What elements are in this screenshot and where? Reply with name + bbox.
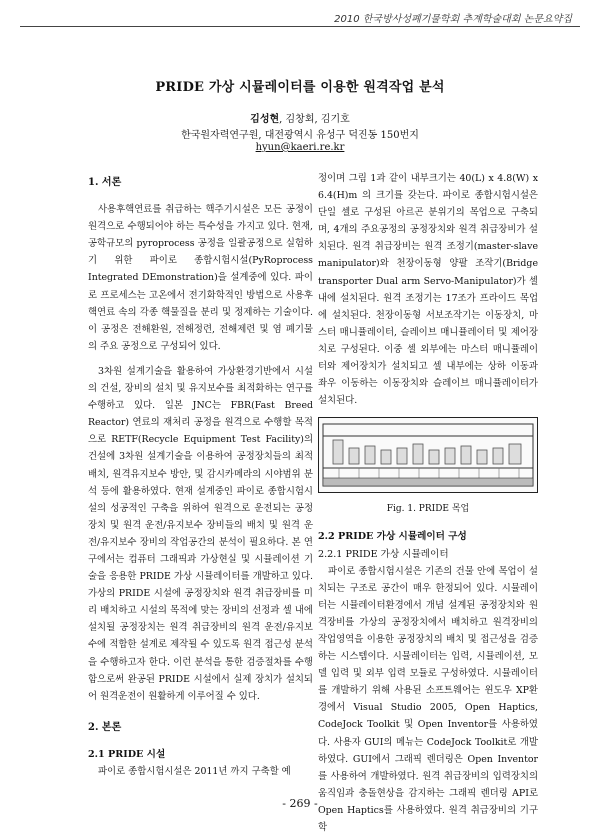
conference-header: 2010 한국방사성폐기물학회 추계학술대회 논문요약집 (334, 14, 572, 25)
right-column (318, 170, 538, 836)
subsection-2-1-continued: 정이며 그림 1과 같이 내부크기는 40(L) x 4.8(W) x 6.4(H)m 의 크기를 갖는다. 파이로 종합시험시설은 단일 셀로 구성된 아르곤 분위기의 목업으로 구축되며, 4개의 주요공정의 공정장치와 원격 취급장비가 설치된다. 원격 취급장비는 원격 조정기(master-slave manipulator)와 천장이동형 양팔 조작기(Bridge transporter Dual arm Servo-Manipulator)가 셀 내에 설치된다. 원격 조정기는 17조가 프라이드 목업에 설치된다. 천장이동형 서보조작기는 이동장치, 마스터 매니퓰레이터, 슬레이브 매니퓰레이터 및 제어장치로 구성된다. 이중 셀 외부에는 마스터 매니퓰레이터와 제어장치가 설치되고 셀 내부에는 상하 이동과 좌우 이동하는 이동장치와 슬레이브 매니퓰레이터가 설치된다. (318, 173, 538, 407)
subsection-2-1-paragraph: 파이로 종합시험시설은 2011년 까지 구축할 예 (98, 766, 291, 777)
section-1-title: 1. 서론 (88, 177, 122, 188)
subsection-2-2-1-title: 2.2.1 PRIDE 가상 시뮬레이터 (318, 548, 449, 560)
co-authors: , 김창회, 김기호 (279, 114, 350, 125)
subsection-2-2-1-paragraph: 파이로 종합시험시설은 기존의 건물 안에 목업이 설치되는 구조로 공간이 매우 한정되어 있다. 시뮬레이터는 시뮬레이터환경에서 개념 설계된 공정장치와 원격장비를 가상의 공정장치에서 배치하고 원격장비의 작업영역을 이용한 공정장치의 배치 및 접근성을 검증하는 시스템이다. 시뮬레이터는 입력, 시뮬레이션, 모델 입력 및 외부 입력 모듈로 구성하였다. 시뮬레이터를 개발하기 위해 사용된 소프트웨어는 윈도우 XP환경에서 Visual Studio 2005, Open Haptics, CodeJock Toolkit 및 Open Inventor를 사용하였다. 사용자 GUI의 메뉴는 CodeJock Toolkit로 개발하였다. GUI에서 그래픽 렌더링은 Open Inventor를 사용하여 개발하였다. 원격 취급장비의 입력장치의 움직임과 충돌현상을 감지하는 그래픽 렌더링 API로 Open Haptics를 사용하였다. 원격 취급장비의 기구학 (318, 565, 538, 833)
pride-mockup-figure (318, 417, 538, 493)
pride-mockup-drawing (319, 418, 537, 492)
left-column (88, 174, 313, 780)
paper-title: PRIDE 가상 시뮬레이터를 이용한 원격작업 분석 (155, 80, 445, 95)
section-2-title: 2. 본론 (88, 721, 122, 733)
affiliation: 한국원자력연구원, 대전광역시 유성구 덕진동 150번지 (181, 130, 419, 141)
header-rule (20, 26, 580, 27)
page-number: - 269 - (282, 797, 318, 810)
authors (0, 110, 600, 125)
lead-author: 김성현 (250, 114, 280, 125)
author-email[interactable]: hyun@kaeri.re.kr (255, 142, 345, 153)
figure-1-caption: Fig. 1. PRIDE 목업 (386, 504, 470, 515)
subsection-2-2-title: 2.2 PRIDE 가상 시뮬레이터 구성 (318, 531, 467, 543)
section-1-paragraph-2: 3차원 설계기술을 활용하여 가상환경기반에서 시설의 건설, 장비의 설치 및 유지보수를 최적화하는 연구를 수행하고 있다. 일본 JNC는 FBR(Fast Breed Reactor) 연료의 재처리 공정을 원격으로 수행할 목적으로 RETF(Recycle Equipment Test Facility)의 건설에 3차원 설계기술을 이용하여 공정장치들의 최적배치, 원격유지보수 방안, 및 감시카메라의 시야범위 분석 등에 활용하였다. 현재 설계중인 파이로 종합시험시설의 성공적인 구축을 위하여 원격으로 운전되는 공정장치 및 원격 운전/유지보수 장비들의 배치 및 원격 운전/유지보수 장비의 작업공간의 분석이 필요하다. 본 연구에서는 컴퓨터 그래픽과 가상현실 및 시뮬레이션 기술을 응용한 PRIDE 가상 시뮬레이터를 개발하고 있다. 가상의 PRIDE 시설에 공정장치와 원격 취급장비를 미리 배치하고 시설의 목적에 맞는 장비의 선정과 셀 내에 설치될 공정장치는 원격 취급장비의 원격 운전/유지보수에 적합한 설계로 제작될 수 있도록 원격 접근성 분석을 수행하고자 한다. 이런 분석을 통한 검증절차를 수행함으로써 완공된 PRIDE 시설에서 실제 장치가 설치되어 원격운전이 원활하게 이루어질 수 있다. (88, 365, 313, 702)
subsection-2-1-title: 2.1 PRIDE 시설 (88, 748, 166, 760)
section-1-paragraph-1: 사용후핵연료를 취급하는 핵주기시설은 모든 공정이 원격으로 수행되어야 하는 특수성을 가지고 있다. 현재, 공학규모의 pyroprocess 공정을 일괄공정으로 실험하기 위한 파이로 종합시험시설(PyRoprocess Integrated DEmonstration)을 설계중에 있다. 파이로 프로세스는 고온에서 전기화학적인 방법으로 사용후핵연료 속의 각종 핵물질을 분리 및 정제하는 기술이다. 이 공정은 전해환원, 전해정련, 전해제련 및 염 폐기물의 주요 공정으로 구성되어 있다. (88, 204, 313, 352)
